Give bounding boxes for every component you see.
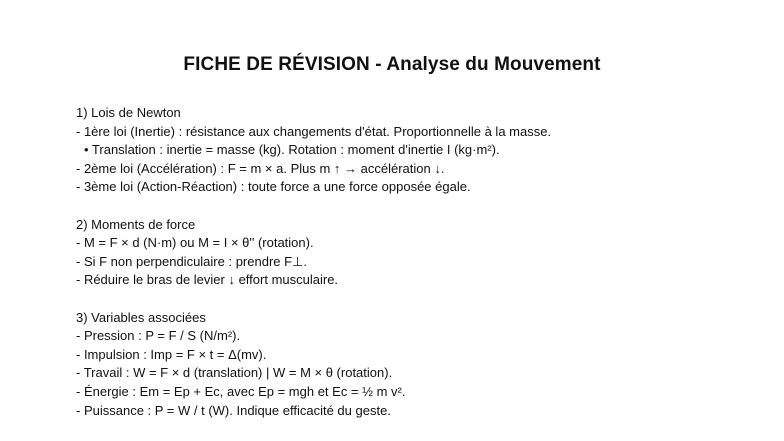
- list-item: - Travail : W = F × d (translation) | W = M × θ (rotation).: [76, 365, 393, 381]
- section-heading: 1) Lois de Newton: [76, 105, 181, 120]
- list-item: - 1ère loi (Inertie) : résistance aux changements d'état. Proportionnelle à la masse.: [76, 123, 552, 139]
- section-associated-variables: [76, 309, 766, 421]
- section-newton-laws: [76, 104, 766, 197]
- list-item: - Réduire le bras de levier ↓ effort musculaire.: [76, 272, 339, 288]
- list-item: - 3ème loi (Action-Réaction) : toute force a une force opposée égale.: [76, 179, 471, 195]
- section-heading: 2) Moments de force: [76, 216, 196, 232]
- list-item: - M = F × d (N·m) ou M = I × θ'' (rotation).: [76, 235, 314, 251]
- list-item: - 2ème loi (Accélération) : F = m × a. Plus m ↑ → accélération ↓.: [76, 160, 445, 176]
- list-item: - Énergie : Em = Ep + Ec, avec Ep = mgh et Ec = ½ m v².: [76, 383, 406, 399]
- list-item: - Puissance : P = W / t (W). Indique efficacité du geste.: [76, 402, 391, 418]
- page-title: FICHE DE RÉVISION - Analyse du Mouvement: [183, 54, 601, 75]
- list-item: - Si F non perpendiculaire : prendre F⊥.: [76, 253, 307, 269]
- section-heading: 3) Variables associées: [76, 309, 206, 325]
- sub-list-item: • Translation : inertie = masse (kg). Rotation : moment d'inertie I (kg·m²).: [84, 142, 500, 158]
- list-item: - Impulsion : Imp = F × t = Δ(mv).: [76, 346, 267, 362]
- section-force-moments: [76, 216, 766, 290]
- list-item: - Pression : P = F / S (N/m²).: [76, 328, 241, 344]
- document-body: [76, 104, 766, 439]
